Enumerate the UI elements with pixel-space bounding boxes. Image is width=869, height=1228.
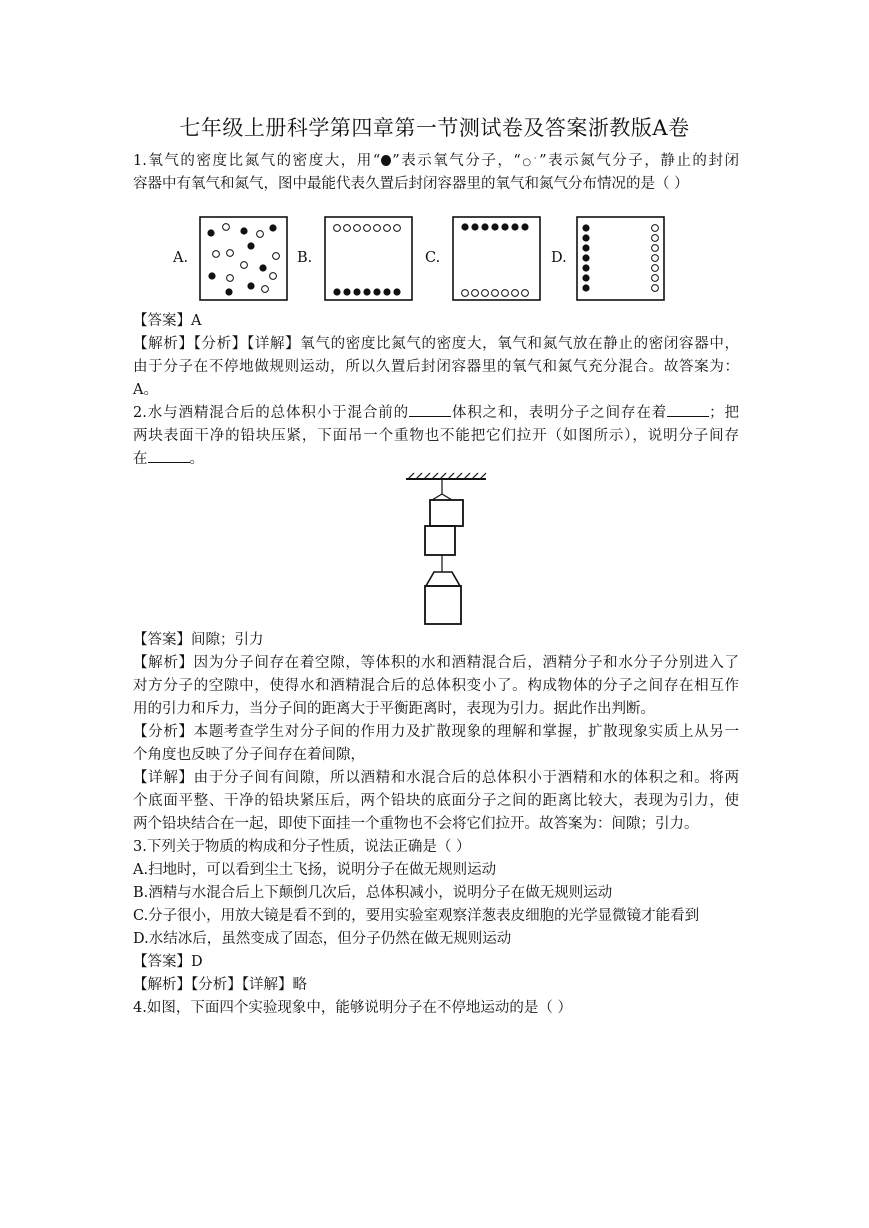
q1-option-c-container-figure <box>452 216 542 302</box>
q1-answer: 【答案】A <box>133 313 202 329</box>
q1-analysis-line2: 由于分子在不停地做规则运动，所以久置后封闭容器里的氧气和氮气充分混合。故答案为： <box>133 359 739 375</box>
q2-explanation-line4: 【分析】本题考查学生对分子间的作用力及扩散现象的理解和掌握，扩散现象实质上从另一 <box>133 724 739 740</box>
q4-stem: 4.如图，下面四个实验现象中，能够说明分子在不停地运动的是（ ） <box>133 1000 572 1016</box>
q1-analysis-line1: 【解析】【分析】【详解】氧气的密度比氮气的密度大，氧气和氮气放在静止的密闭容器中， <box>133 336 739 352</box>
q2-stem-text-c: ；把 <box>709 405 740 421</box>
q3-option-d: D.水结冰后，虽然变成了固态，但分子仍然在做无规则运动 <box>133 931 512 947</box>
q2-stem-line2: 两块表面干净的铅块压紧，下面吊一个重物也不能把它们拉开（如图所示），说明分子间存 <box>133 428 739 444</box>
q3-option-b: B.酒精与水混合后上下颠倒几次后，总体积减小，说明分子在做无规则运动 <box>133 885 613 901</box>
page-title: 七年级上册科学第四章第一节测试卷及答案浙教版A卷 <box>179 116 690 140</box>
q2-blank-3 <box>148 448 190 463</box>
q2-explanation-line1: 【解析】因为分子间存在着空隙，等体积的水和酒精混合后，酒精分子和水分子分别进入了 <box>133 655 739 671</box>
oxygen-molecule-icon <box>381 155 391 166</box>
q3-answer: 【答案】D <box>133 954 203 970</box>
q2-stem-text-e: 。 <box>189 451 204 467</box>
q2-explanation-line5: 个角度也反映了分子间存在着间隙， <box>133 747 365 763</box>
q1-option-d-label: D. <box>551 250 567 266</box>
nitrogen-molecule-symbol: ○˙ <box>520 157 540 168</box>
q2-answer: 【答案】间隙；引力 <box>133 632 264 648</box>
q1-stem-text-d: ”表示氮气分子，静止的封闭 <box>539 153 739 169</box>
q3-option-c: C.分子很小，用放大镜是看不到的，要用实验室观察洋葱表皮细胞的光学显微镜才能看到 <box>133 908 700 924</box>
q1-option-b-container-figure <box>324 216 414 302</box>
q1-option-c-label: C. <box>425 250 441 266</box>
q1-option-d-container-figure <box>576 216 666 302</box>
q1-option-a-label: A. <box>173 250 189 266</box>
q2-stem-text-a: 2.水与酒精混合后的总体积小于混合前的 <box>133 405 410 421</box>
q2-explanation-line6: 【详解】由于分子间有间隙，所以酒精和水混合后的总体积小于酒精和水的体积之和。将两 <box>133 770 739 786</box>
q1-stem-text-a: 1.氧气的密度比氮气的密度大，用“ <box>133 153 381 169</box>
q2-blank-2 <box>667 402 709 417</box>
q3-analysis: 【解析】【分析】【详解】略 <box>133 977 307 993</box>
q1-option-b-label: B. <box>297 250 313 266</box>
q2-stem-line1 <box>133 402 739 424</box>
q2-explanation-line2: 对方分子的空隙中，使得水和酒精混合后的总体积变小了。构成物体的分子之间存在相互作 <box>133 678 739 694</box>
q2-stem-text-d: 在 <box>133 451 148 467</box>
q2-explanation-line8: 两个铅块结合在一起，即使下面挂一个重物也不会将它们拉开。故答案为：间隙；引力。 <box>133 816 699 832</box>
q1-stem-line1 <box>133 150 739 174</box>
q2-stem-text-b: 体积之和，表明分子之间存在着 <box>451 405 668 421</box>
q1-analysis-line3: A。 <box>133 382 158 398</box>
q1-option-a-container-figure <box>199 216 289 302</box>
q2-stem-line3 <box>133 448 739 470</box>
q3-option-a: A.扫地时，可以看到尘土飞扬，说明分子在做无规则运动 <box>133 862 497 878</box>
q2-explanation-line3: 用的引力和斥力，当分子间的距离大于平衡距离时，表现为引力。据此作出判断。 <box>133 701 655 717</box>
q1-stem-text-b: ”表示氧气分子，“ <box>392 153 521 169</box>
lead-blocks-figure <box>404 472 488 628</box>
q1-stem-line2: 容器中有氧气和氮气，图中最能代表久置后封闭容器里的氧气和氮气分布情况的是（ ） <box>133 176 689 192</box>
q3-stem: 3.下列关于物质的构成和分子性质，说法正确是（ ） <box>133 839 471 855</box>
q2-blank-1 <box>409 402 451 417</box>
q2-explanation-line7: 个底面平整、干净的铅块紧压后，两个铅块的底面分子之间的距离比较大，表现为引力，使 <box>133 793 739 809</box>
